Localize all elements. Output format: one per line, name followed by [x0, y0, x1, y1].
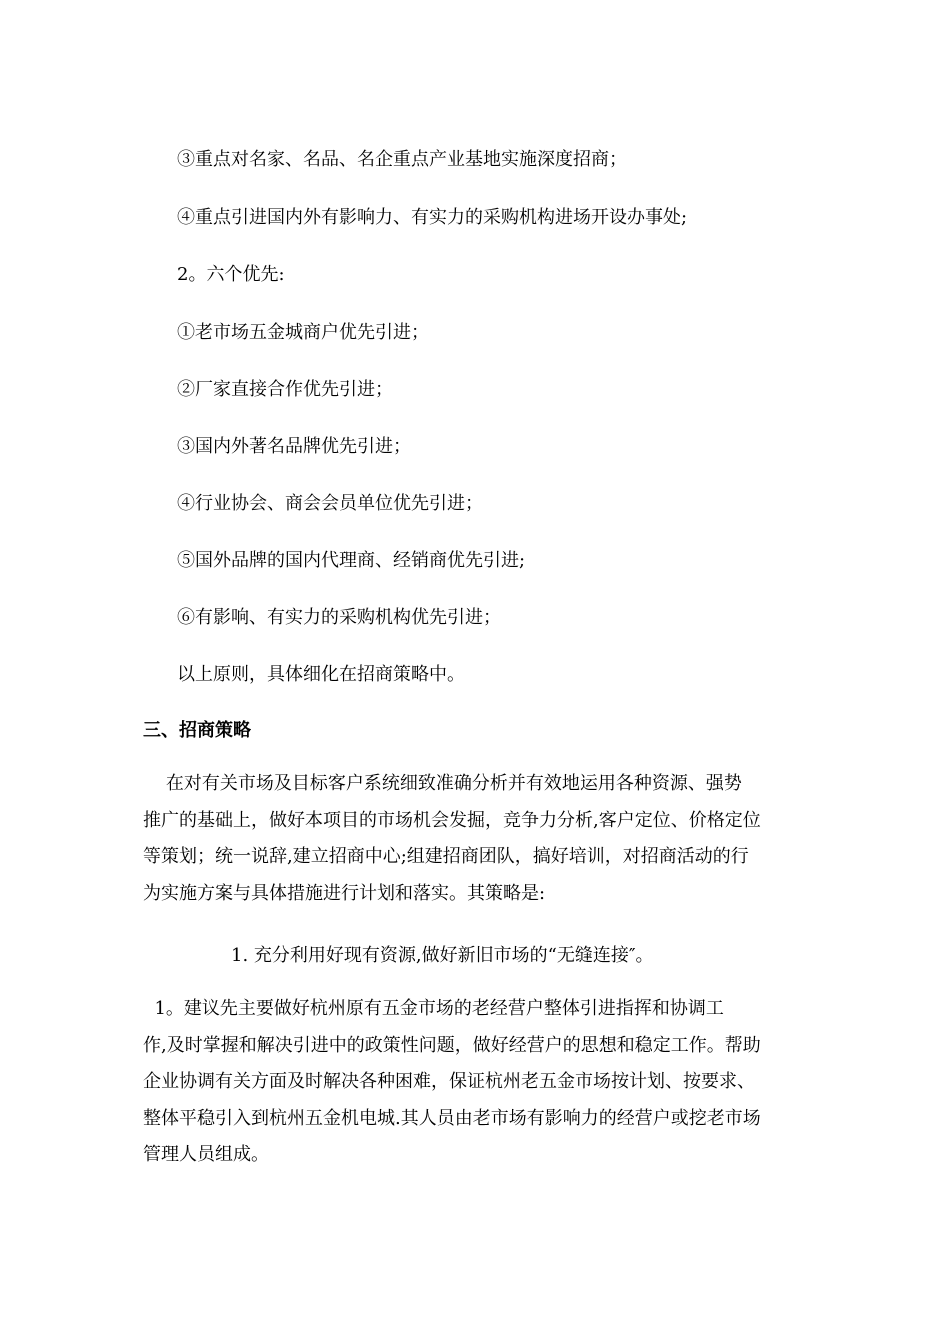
paragraph-line: 管理人员组成。 — [143, 1144, 269, 1165]
numbered-item: 1. 充分利用好现有资源,做好新旧市场的“无缝连接″。 — [231, 945, 654, 966]
paragraph-line: 推广的基础上，做好本项目的市场机会发掘，竞争力分析,客户定位、价格定位 — [143, 809, 761, 831]
paragraph-line: 整体平稳引入到杭州五金机电城.其人员由老市场有影响力的经营户或挖老市场 — [143, 1107, 761, 1129]
list-item: ③重点对名家、名品、名企重点产业基地实施深度招商； — [177, 149, 627, 170]
strategy-paragraph — [143, 766, 815, 912]
list-item: ④行业协会、商会会员单位优先引进； — [177, 493, 483, 514]
subsection-title: 2。六个优先: — [177, 264, 285, 285]
list-item: ④重点引进国内外有影响力、有实力的采购机构进场开设办事处; — [177, 207, 688, 228]
list-item: ⑥有影响、有实力的采购机构优先引进； — [177, 607, 501, 628]
paragraph-line: 等策划；统一说辞,建立招商中心;组建招商团队，搞好培训，对招商活动的行 — [143, 846, 749, 867]
detail-paragraph — [143, 991, 815, 1174]
list-item: ⑤国外品牌的国内代理商、经销商优先引进; — [177, 550, 526, 571]
paragraph-line: 1。建议先主要做好杭州原有五金市场的老经营户整体引进指挥和协调工 — [143, 998, 724, 1019]
paragraph-line: 在对有关市场及目标客户系统细致准确分析并有效地运用各种资源、强势 — [143, 773, 742, 794]
paragraph-line: 企业协调有关方面及时解决各种困难，保证杭州老五金市场按计划、按要求、 — [143, 1071, 755, 1092]
list-item: ③国内外著名品牌优先引进； — [177, 436, 411, 457]
summary-text: 以上原则，具体细化在招商策略中。 — [177, 664, 465, 685]
list-item: ①老市场五金城商户优先引进； — [177, 322, 429, 343]
paragraph-line: 作,及时掌握和解决引进中的政策性问题，做好经营户的思想和稳定工作。帮助 — [143, 1034, 761, 1056]
paragraph-line: 为实施方案与具体措施进行计划和落实。其策略是: — [143, 882, 546, 904]
section-heading: 三、招商策略 — [143, 720, 251, 741]
list-item: ②厂家直接合作优先引进； — [177, 379, 393, 400]
